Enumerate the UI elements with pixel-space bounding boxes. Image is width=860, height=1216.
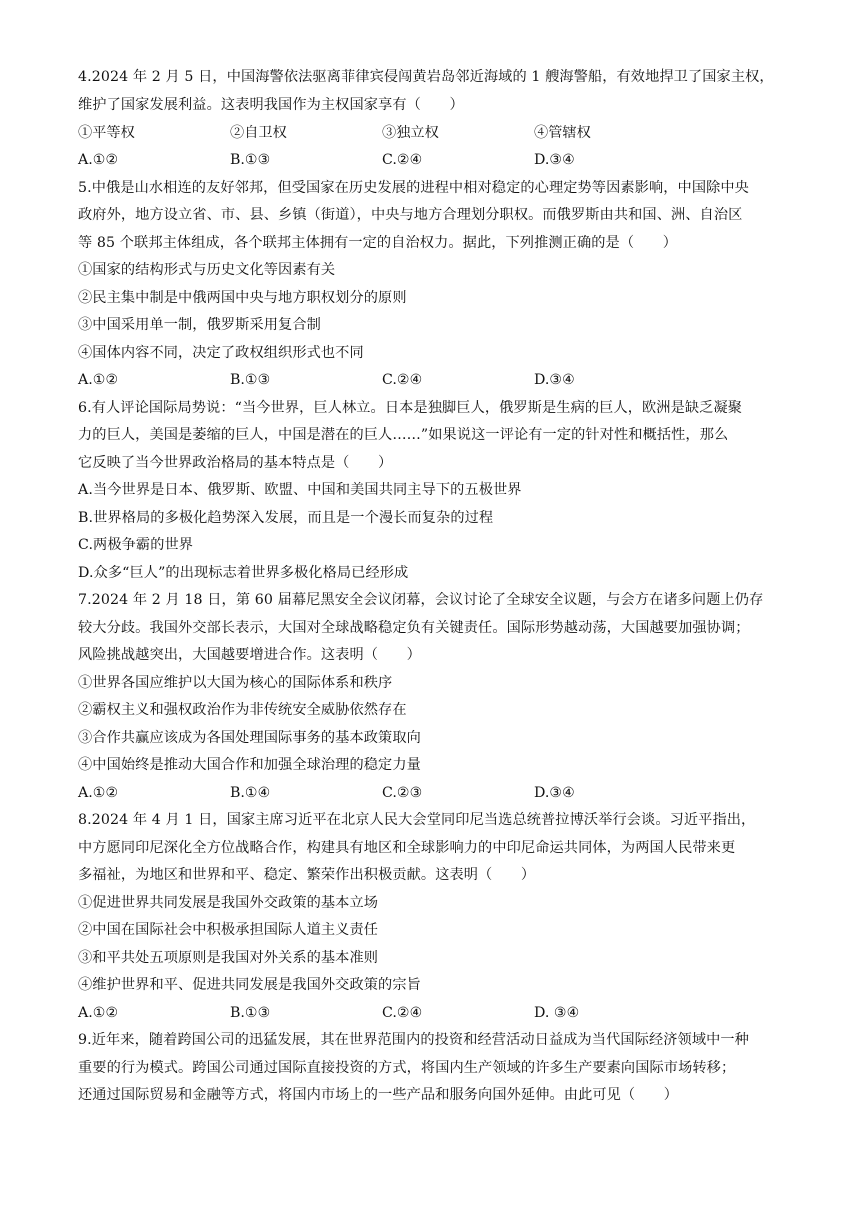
question-5-statement-3: ③中国采用单一制，俄罗斯采用复合制 <box>78 317 321 333</box>
question-4-option-d: D.③④ <box>534 152 575 168</box>
question-5-stem-line-2: 政府外，地方设立省、市、县、乡镇（街道），中央与地方合理划分职权。而俄罗斯由共和国、洲、自治区 <box>78 207 743 223</box>
question-5-stem-line-1: 5.中俄是山水相连的友好邻邦，但受国家在历史发展的进程中相对稳定的心理定势等因素影响，中国除中央 <box>78 180 749 196</box>
question-4-statement-4: ④管辖权 <box>534 125 591 141</box>
question-8-option-b: B.①③ <box>230 1005 271 1021</box>
question-7-stem-line-3: 风险挑战越突出，大国越要增进合作。这表明（ ） <box>78 647 421 663</box>
question-7-stem-line-2: 较大分歧。我国外交部长表示，大国对全球战略稳定负有关键责任。国际形势越动荡，大国越要加强协调； <box>78 620 750 636</box>
question-5-option-b: B.①③ <box>230 372 271 388</box>
question-5-statement-4: ④国体内容不同，决定了政权组织形式也不同 <box>78 345 364 361</box>
question-7-option-c: C.②③ <box>382 785 423 801</box>
question-5-stem-line-3: 等 85 个联邦主体组成，各个联邦主体拥有一定的自治权力。据此，下列推测正确的是（ ） <box>78 235 677 251</box>
question-7-stem-line-1: 7.2024 年 2 月 18 日，第 60 届幕尼黑安全会议闭幕，会议讨论了全球安全议题，与会方在诸多问题上仍存 <box>78 592 764 608</box>
question-6-stem-line-3: 它反映了当今世界政治格局的基本特点是（ ） <box>78 455 393 471</box>
question-4-stem-line-1: 4.2024 年 2 月 5 日，中国海警依法驱离菲律宾侵闯黄岩岛邻近海域的 1 艘海警船，有效地捍卫了国家主权， <box>78 69 774 85</box>
question-6-choice-c: C.两极争霸的世界 <box>78 537 194 553</box>
question-5-statement-1: ①国家的结构形式与历史文化等因素有关 <box>78 262 336 278</box>
question-7-statement-4: ④中国始终是推动大国合作和加强全球治理的稳定力量 <box>78 757 421 773</box>
question-5-option-d: D.③④ <box>534 372 575 388</box>
question-7-statement-1: ①世界各国应维护以大国为核心的国际体系和秩序 <box>78 675 393 691</box>
question-6-stem-line-2: 力的巨人，美国是萎缩的巨人，中国是潜在的巨人……”如果说这一评论有一定的针对性和概括性，那么 <box>78 427 729 443</box>
question-4-option-b: B.①③ <box>230 152 271 168</box>
question-4-statement-3: ③独立权 <box>382 125 439 141</box>
question-4-statement-1: ①平等权 <box>78 125 135 141</box>
question-7-statement-2: ②霸权主义和强权政治作为非传统安全威胁依然存在 <box>78 702 407 718</box>
question-8-statement-2: ②中国在国际社会中积极承担国际人道主义责任 <box>78 922 379 938</box>
question-8-option-c: C.②④ <box>382 1005 423 1021</box>
question-6-choice-b: B.世界格局的多极化趋势深入发展，而且是一个漫长而复杂的过程 <box>78 510 494 526</box>
question-6-stem-line-1: 6.有人评论国际局势说：“当今世界，巨人林立。日本是独脚巨人，俄罗斯是生病的巨人，欧洲是缺乏凝聚 <box>78 400 743 416</box>
question-4-statement-2: ②自卫权 <box>230 125 287 141</box>
question-6-choice-a: A.当今世界是日本、俄罗斯、欧盟、中国和美国共同主导下的五极世界 <box>78 482 522 498</box>
question-4-option-a: A.①② <box>78 152 119 168</box>
question-6-choice-d: D.众多“巨人”的出现标志着世界多极化格局已经形成 <box>78 565 409 581</box>
question-4-stem-line-2: 维护了国家发展利益。这表明我国作为主权国家享有（ ） <box>78 97 464 113</box>
question-5-option-a: A.①② <box>78 372 119 388</box>
question-9-stem-line-2: 重要的行为模式。跨国公司通过国际直接投资的方式，将国内生产领域的许多生产要素向国际市场转移； <box>78 1060 736 1076</box>
question-8-statement-4: ④维护世界和平、促进共同发展是我国外交政策的宗旨 <box>78 977 421 993</box>
question-5-statement-2: ②民主集中制是中俄两国中央与地方职权划分的原则 <box>78 290 407 306</box>
question-8-statement-1: ①促进世界共同发展是我国外交政策的基本立场 <box>78 895 379 911</box>
question-8-statement-3: ③和平共处五项原则是我国对外关系的基本准则 <box>78 950 379 966</box>
question-8-option-a: A.①② <box>78 1005 119 1021</box>
question-8-stem-line-3: 多福祉，为地区和世界和平、稳定、繁荣作出积极贡献。这表明（ ） <box>78 867 536 883</box>
question-4-option-c: C.②④ <box>382 152 423 168</box>
question-8-stem-line-1: 8.2024 年 4 月 1 日，国家主席习近平在北京人民大会堂同印尼当选总统普拉博沃举行会谈。习近平指出， <box>78 812 756 828</box>
question-7-option-a: A.①② <box>78 785 119 801</box>
question-7-option-b: B.①④ <box>230 785 271 801</box>
question-5-option-c: C.②④ <box>382 372 423 388</box>
question-7-statement-3: ③合作共赢应该成为各国处理国际事务的基本政策取向 <box>78 730 421 746</box>
question-8-option-d: D. ③④ <box>534 1005 580 1021</box>
question-8-stem-line-2: 中方愿同印尼深化全方位战略合作，构建具有地区和全球影响力的中印尼命运共同体，为两国人民带来更 <box>78 840 736 856</box>
question-9-stem-line-1: 9.近年来，随着跨国公司的迅猛发展，其在世界范围内的投资和经营活动日益成为当代国际经济领域中一种 <box>78 1032 749 1048</box>
question-7-option-d: D.③④ <box>534 785 575 801</box>
question-9-stem-line-3: 还通过国际贸易和金融等方式，将国内市场上的一些产品和服务向国外延伸。由此可见（ ） <box>78 1087 679 1103</box>
